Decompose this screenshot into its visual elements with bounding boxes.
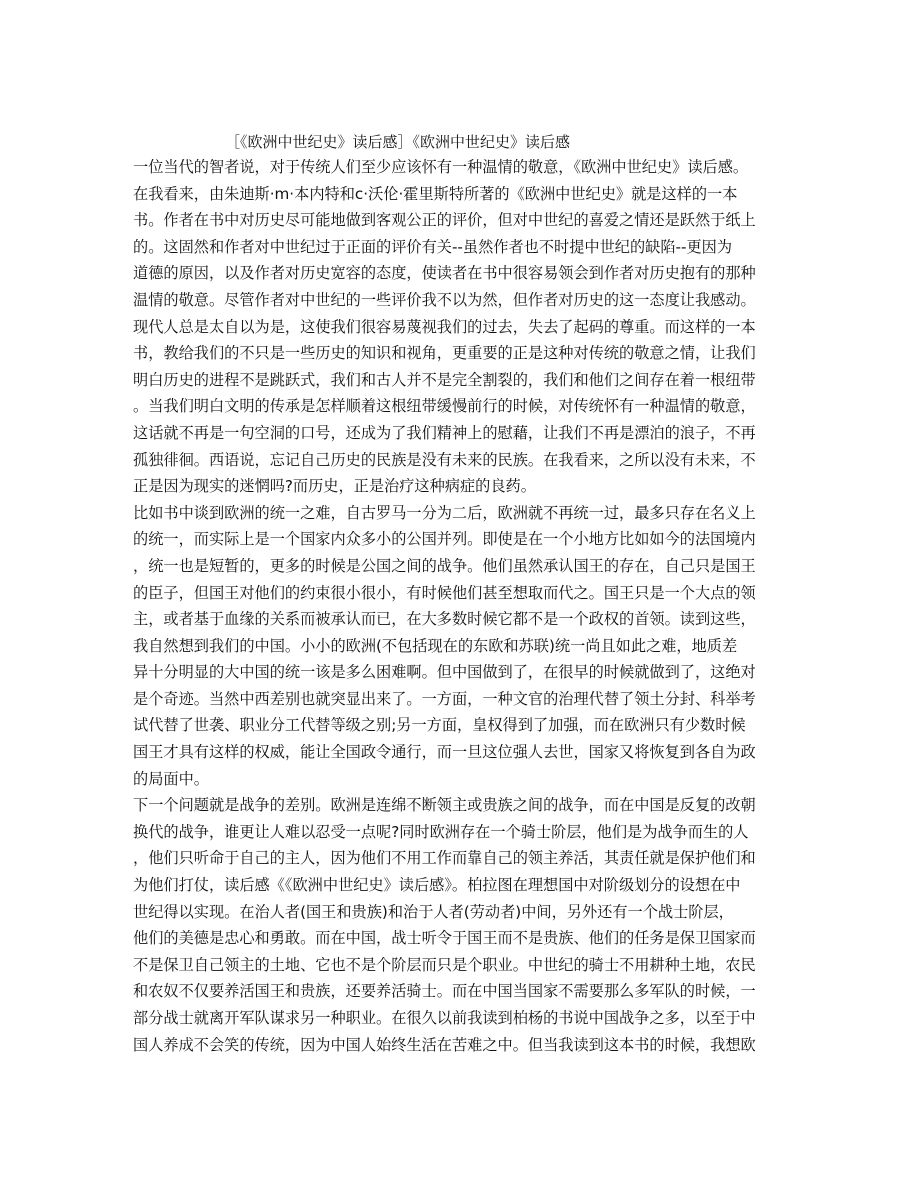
- text-line: 异十分明显的大中国的统一该是多么困难啊。但中国做到了，在很早的时候就做到了，这绝对: [133, 663, 756, 682]
- text-line: 书。作者在书中对历史尽可能地做到客观公正的评价，但对中世纪的喜爱之情还是跃然于纸上: [133, 211, 756, 230]
- text-line: 的。这固然和作者对中世纪过于正面的评价有关--虽然作者也不时提中世纪的缺陷--更因为: [133, 237, 733, 256]
- text-line: 这话就不再是一句空洞的口号，还成为了我们精神上的慰藉，让我们不再是漂泊的浪子，不再: [133, 423, 756, 442]
- text-line: 正是因为现实的迷惘吗?而历史，正是治疗这种病症的良药。: [133, 477, 536, 496]
- text-line: 比如书中谈到欧洲的统一之难，自古罗马一分为二后，欧洲就不再统一过，最多只存在名义上: [133, 503, 756, 522]
- text-line: 。当我们明白文明的传承是怎样顺着这根纽带缓慢前行的时候，对传统怀有一种温情的敬意，: [133, 397, 756, 416]
- document-title: ［《欧洲中世纪史》读后感］《欧洲中世纪史》读后感: [225, 133, 571, 151]
- document-body: [133, 154, 793, 1058]
- text-line: ，统一也是短暂的，更多的时候是公国之间的战争。他们虽然承认国王的存在，自己只是国王: [133, 556, 756, 575]
- text-line: 的统一，而实际上是一个国家内众多小的公国并列。即使是在一个小地方比如如今的法国境内: [133, 530, 756, 549]
- text-line: 世纪得以实现。在治人者(国王和贵族)和治于人者(劳动者)中间，另外还有一个战士阶层，: [133, 902, 734, 921]
- text-line: 为他们打仗，读后感《《欧洲中世纪史》读后感》。柏拉图在理想国中对阶级划分的设想在中: [133, 876, 741, 895]
- text-line: 他们的美德是忠心和勇敢。而在中国，战士听令于国王而不是贵族、他们的任务是保卫国家而: [133, 929, 756, 948]
- text-line: 在我看来，由朱迪斯·m·本内特和c·沃伦·霍里斯特所著的《欧洲中世纪史》就是这样的一本: [133, 184, 738, 203]
- text-line: 国王才具有这样的权威，能让全国政令通行，而一旦这位强人去世，国家又将恢复到各自为政: [133, 743, 756, 762]
- text-line: 现代人总是太自以为是，这使我们很容易蔑视我们的过去，失去了起码的尊重。而这样的一本: [133, 317, 756, 336]
- text-line: 是个奇迹。当然中西差别也就突显出来了。一方面，一种文官的治理代替了领土分封、科举考: [133, 689, 756, 708]
- text-line: 下一个问题就是战争的差别。欧洲是连绵不断领主或贵族之间的战争，而在中国是反复的改朝: [133, 796, 756, 815]
- text-line: 道德的原因，以及作者对历史宽容的态度，使读者在书中很容易领会到作者对历史抱有的那种: [133, 264, 756, 283]
- text-line: 孤独徘徊。西语说，忘记自己历史的民族是没有未来的民族。在我看来，之所以没有未来，不: [133, 450, 756, 469]
- text-line: 的臣子，但国王对他们的约束很小很小，有时候他们甚至想取而代之。国王只是一个大点的领: [133, 583, 756, 602]
- text-line: 明白历史的进程不是跳跃式，我们和古人并不是完全割裂的，我们和他们之间存在着一根纽带: [133, 370, 756, 389]
- text-line: 温情的敬意。尽管作者对中世纪的一些评价我不以为然，但作者对历史的这一态度让我感动。: [133, 290, 756, 309]
- text-line: 我自然想到我们的中国。小小的欧洲(不包括现在的东欧和苏联)统一尚且如此之难，地质差: [133, 636, 738, 655]
- text-line: 试代替了世袭、职业分工代替等级之别;另一方面，皇权得到了加强，而在欧洲只有少数时候: [133, 716, 746, 735]
- text-line: 书，教给我们的不只是一些历史的知识和视角，更重要的正是这种对传统的敬意之情，让我们: [133, 344, 756, 363]
- text-line: ，他们只听命于自己的主人，因为他们不用工作而靠自己的领主养活，其责任就是保护他们和: [133, 849, 756, 868]
- text-line: 的局面中。: [133, 769, 209, 788]
- text-line: 一位当代的智者说，对于传统人们至少应该怀有一种温情的敬意，《欧洲中世纪史》读后感。: [133, 158, 749, 176]
- text-line: 部分战士就离开军队谋求另一种职业。在很久以前我读到柏杨的书说中国战争之多，以至于中: [133, 1009, 756, 1027]
- text-line: 主，或者基于血缘的关系而被承认而已，在大多数时候它都不是一个政权的首领。读到这些，: [133, 610, 756, 629]
- text-line: 国人养成不会笑的传统，因为中国人始终生活在苦难之中。但当我读到这本书的时候，我想欧: [133, 1035, 756, 1054]
- text-line: 换代的战争，谁更让人难以忍受一点呢?同时欧洲存在一个骑士阶层，他们是为战争而生的人: [133, 822, 749, 841]
- text-line: 和农奴不仅要养活国王和贵族，还要养活骑士。而在中国当国家不需要那么多军队的时候，一: [133, 982, 756, 1001]
- text-line: 不是保卫自己领主的土地、它也不是个阶层而只是个职业。中世纪的骑士不用耕种土地，农民: [133, 955, 756, 974]
